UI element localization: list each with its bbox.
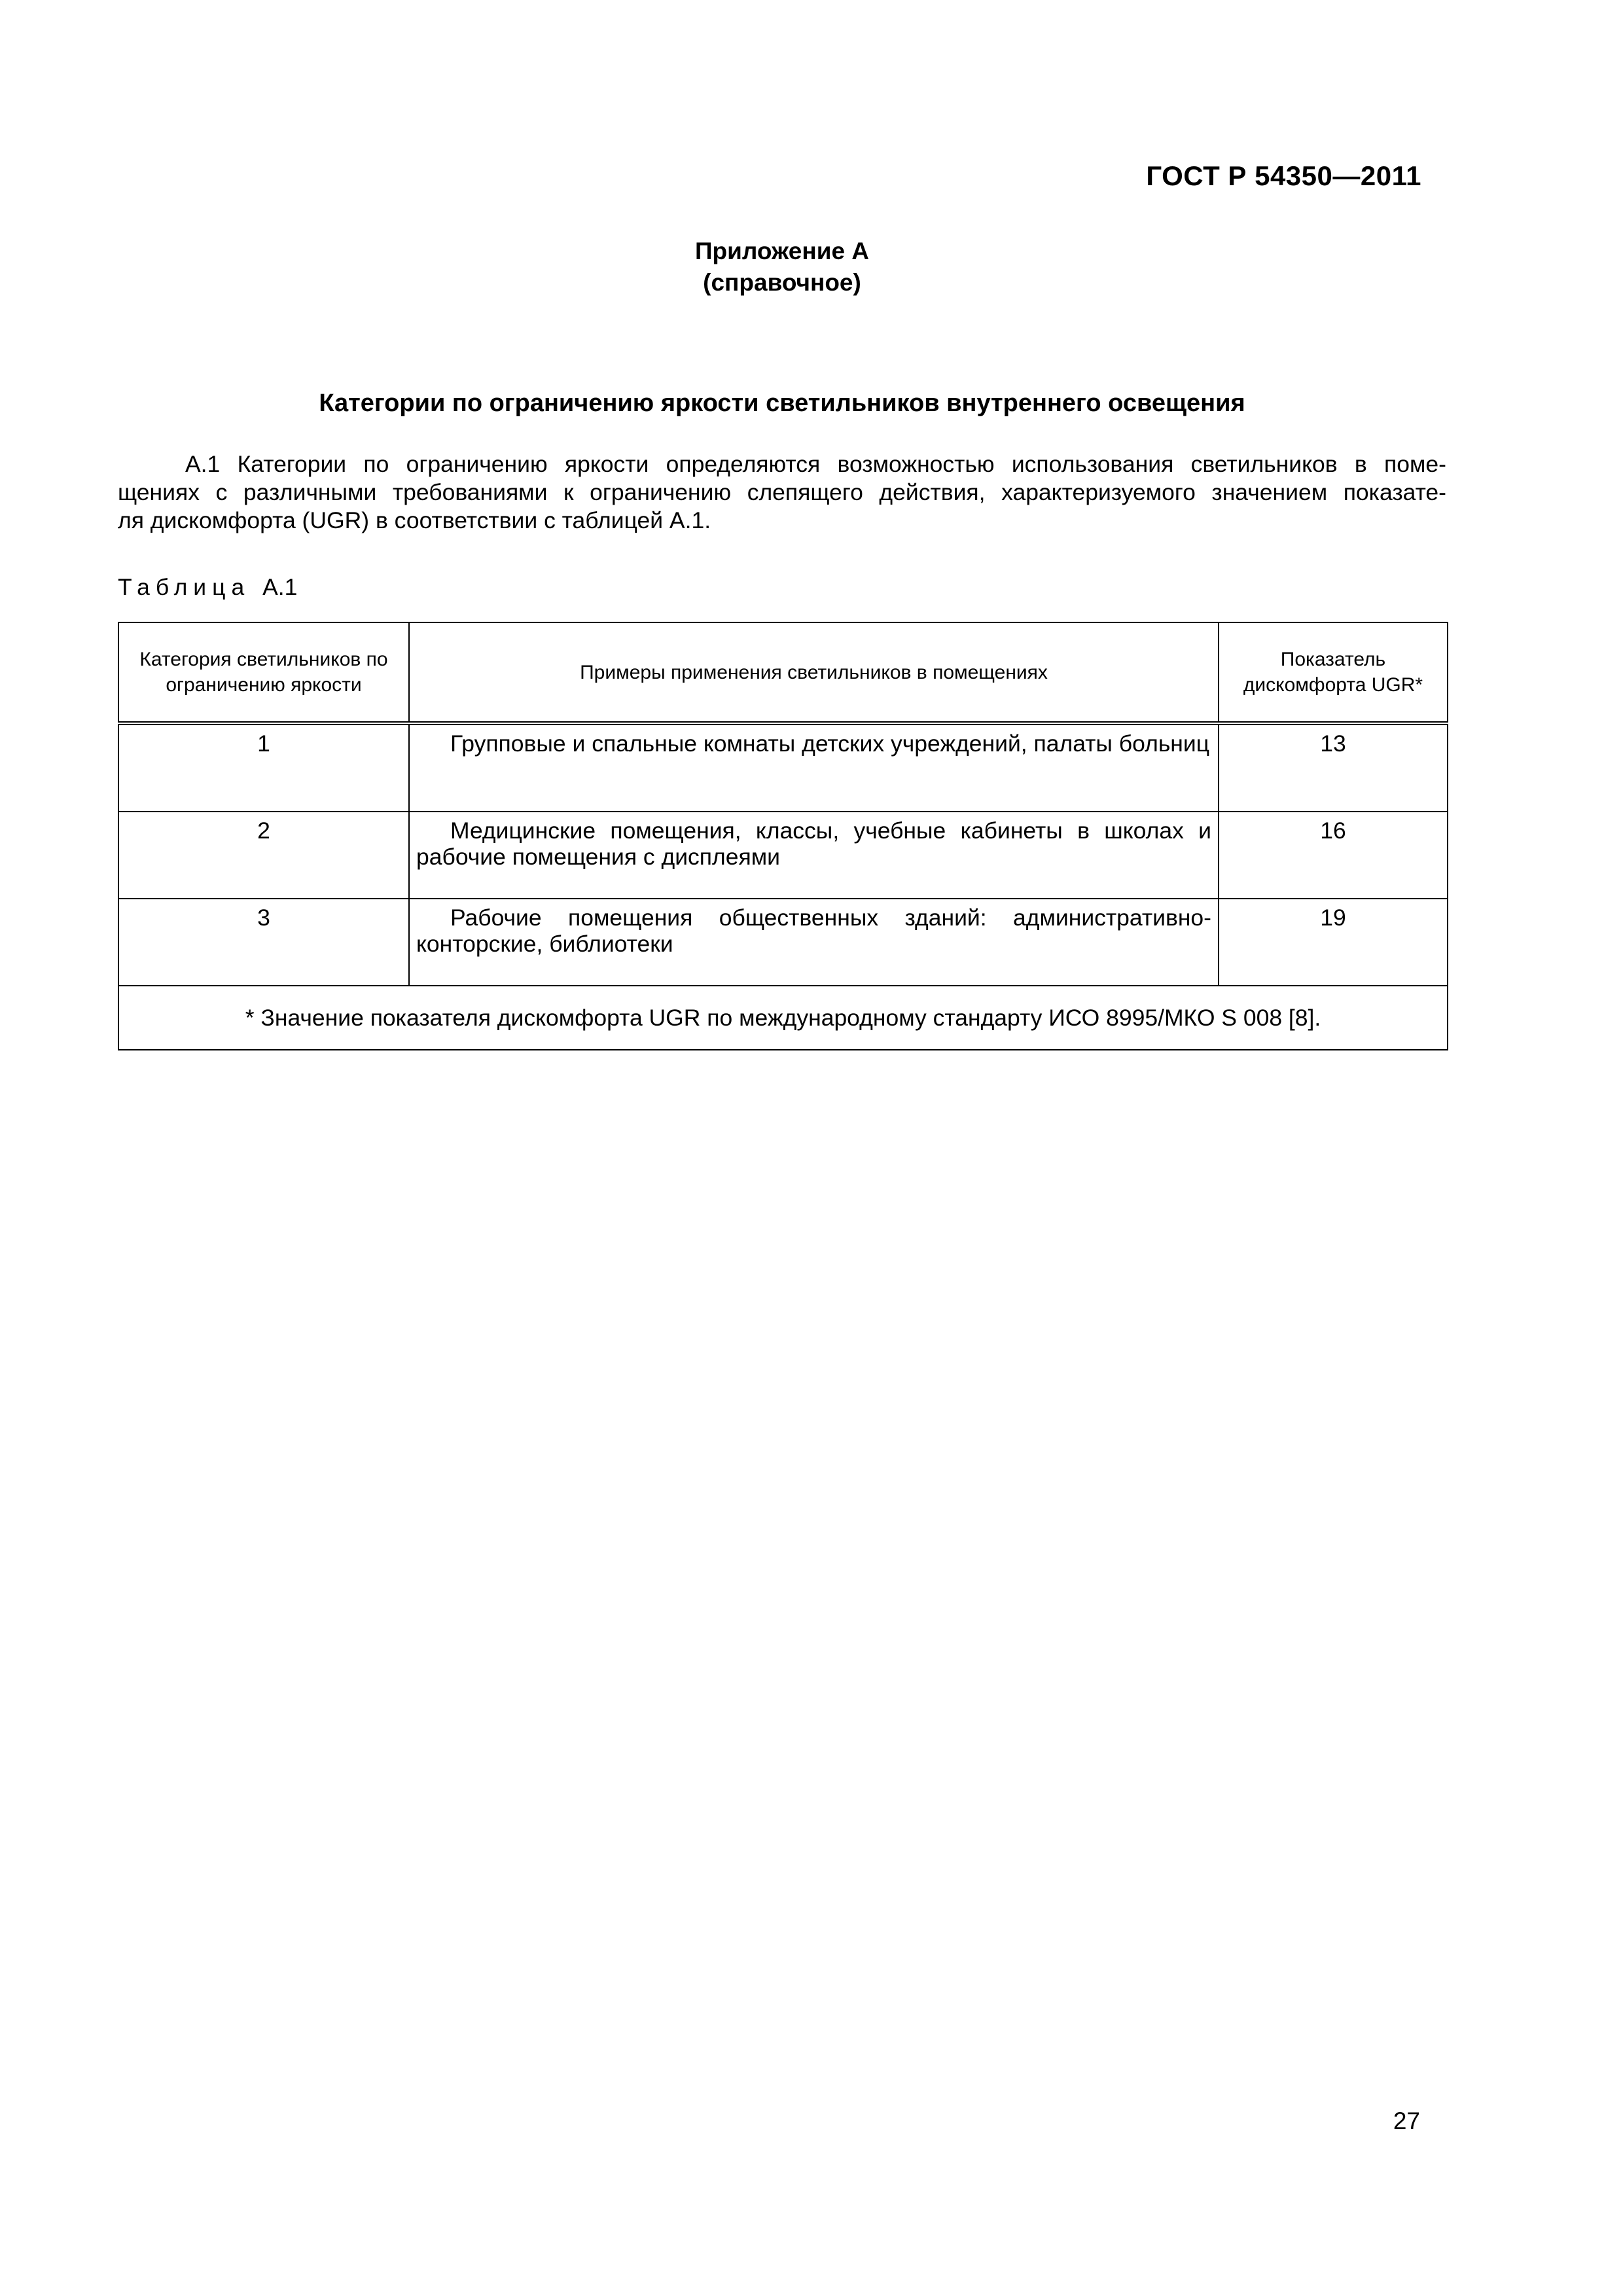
body-paragraph	[118, 450, 1446, 535]
ugr-cell: 19	[1219, 899, 1448, 986]
examples-text: Медицинские помещения, классы, учебные кабинеты в школах и рабочие помещения с дисплеями	[416, 817, 1211, 870]
ugr-cell: 16	[1219, 812, 1448, 899]
table-caption-word: Таблица	[118, 574, 251, 600]
table-row	[118, 899, 1448, 986]
paragraph-line: А.1 Категории по ограничению яркости определяются возможностью использования светильников в поме-	[185, 451, 1446, 477]
examples-text: Групповые и спальные комнаты детских учреждений, палаты больниц	[450, 730, 1210, 757]
table-caption-number: А.1	[262, 574, 298, 600]
annex-heading	[0, 236, 1564, 298]
annex-title: Приложение А	[694, 238, 870, 264]
header-ugr: Показатель дискомфорта UGR*	[1219, 622, 1448, 723]
ugr-cell: 13	[1219, 723, 1448, 812]
page-number: 27	[1393, 2108, 1420, 2134]
category-cell: 2	[118, 812, 409, 899]
examples-text: Рабочие помещения общественных зданий: административно-конторские, библиотеки	[416, 905, 1211, 957]
annex-status: (справочное)	[703, 269, 861, 296]
ugr-category-table	[118, 622, 1448, 1050]
paragraph-line: ля дискомфорта (UGR) в соответствии с таблицей А.1.	[118, 507, 711, 533]
section-title: Категории по ограничению яркости светильников внутреннего освещения	[319, 389, 1245, 417]
category-cell: 1	[118, 723, 409, 812]
table-header-row	[118, 622, 1448, 723]
examples-cell	[409, 899, 1219, 986]
examples-cell	[409, 723, 1219, 812]
table-footnote-row	[118, 986, 1448, 1050]
examples-cell	[409, 812, 1219, 899]
table-row	[118, 812, 1448, 899]
header-examples: Примеры применения светильников в помещениях	[409, 622, 1219, 723]
header-category: Категория светильников по ограничению яркости	[118, 622, 409, 723]
table-row	[118, 723, 1448, 812]
document-code: ГОСТ Р 54350—2011	[1146, 160, 1421, 191]
table-caption	[118, 574, 297, 601]
paragraph-line: щениях с различными требованиями к ограничению слепящего действия, характеризуемого значением показате-	[118, 479, 1446, 505]
table-footnote: * Значение показателя дискомфорта UGR по международному стандарту ИСО 8995/МКО S 008 [8].	[118, 986, 1448, 1050]
category-cell: 3	[118, 899, 409, 986]
